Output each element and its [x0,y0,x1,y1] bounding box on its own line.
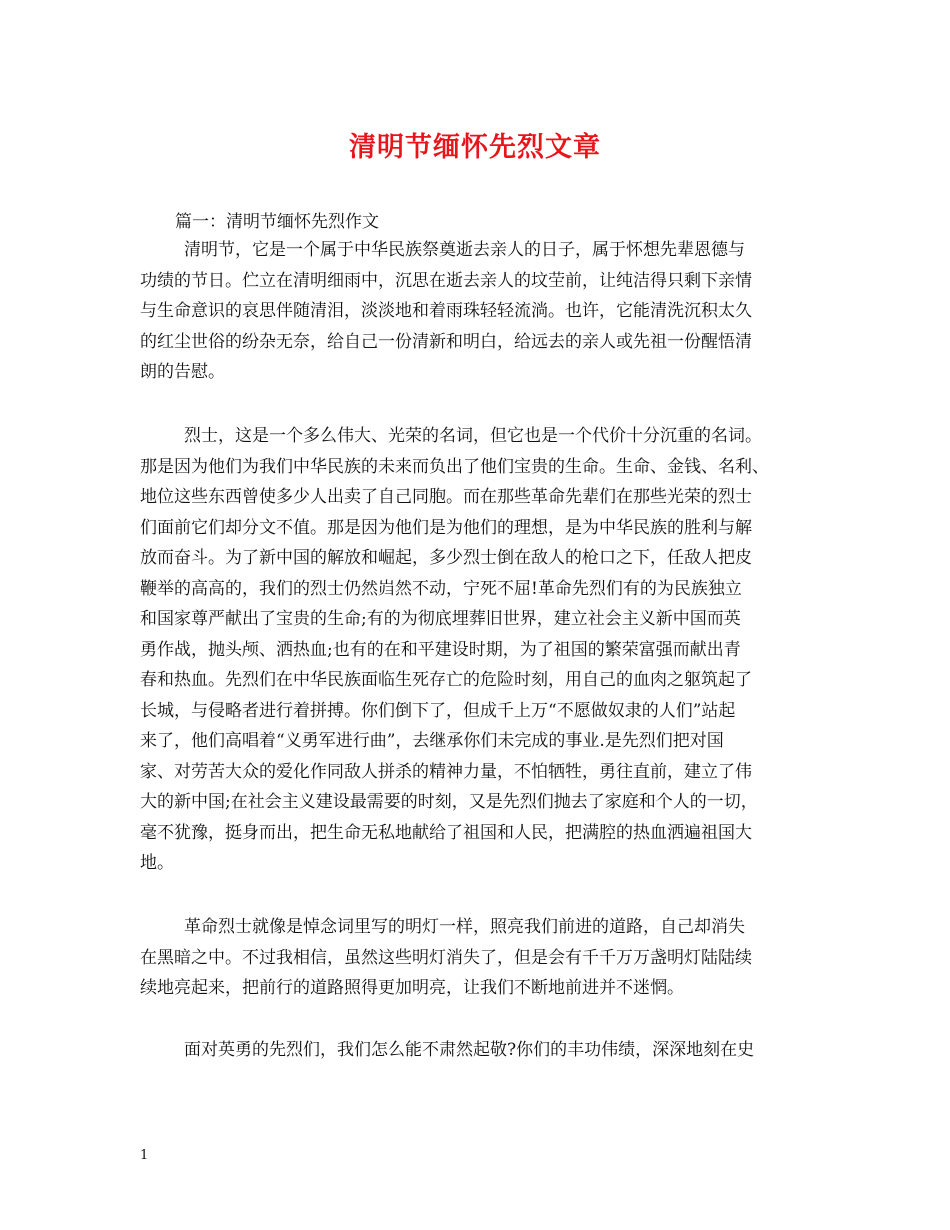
paragraph-line: 的红尘世俗的纷杂无奈，给自己一份清新和明白，给远去的亲人或先祖一份醒悟清 [140,331,752,352]
paragraph-2 [140,421,830,879]
paragraph-line: 大的新中国;在社会主义建设最需要的时刻，又是先烈们抛去了家庭和个人的一切， [140,792,758,812]
paragraph-line: 功绩的节日。伫立在清明细雨中，沉思在逝去亲人的坟茔前，让纯洁得只剩下亲情 [140,270,752,291]
paragraph-line: 革命烈士就像是悼念词里写的明灯一样，照亮我们前进的道路，自己却消失 [184,917,745,937]
paragraph-line: 续地亮起来，把前行的道路照得更加明亮，让我们不断地前进并不迷惘。 [140,978,684,998]
paragraph-line: 和国家尊严献出了宝贵的生命;有的为彻底埋葬旧世界，建立社会主义新中国而英 [140,609,741,629]
paragraph-line: 地。 [140,853,174,873]
document-title: 清明节缅怀先烈文章 [349,132,601,163]
paragraph-line: 在黑暗之中。不过我相信，虽然这些明灯消失了，但是会有千千万万盏明灯陆陆续 [140,947,752,968]
paragraph-line: 面对英勇的先烈们，我们怎么能不肃然起敬?你们的丰功伟绩，深深地刻在史 [184,1040,755,1060]
paragraph-line: 烈士，这是一个多么伟大、光荣的名词，但它也是一个代价十分沉重的名词。 [184,426,762,446]
paragraph-3 [140,912,830,1004]
paragraph-line: 家、对劳苦大众的爱化作同敌人拼杀的精神力量，不怕牺牲，勇往直前，建立了伟 [140,761,752,782]
section-heading: 篇一：清明节缅怀先烈作文 [175,212,379,232]
paragraph-line: 春和热血。先烈们在中华民族面临生死存亡的危险时刻，用自己的血肉之躯筑起了 [140,670,752,690]
paragraph-line: 勇作战，抛头颅、洒热血;也有的在和平建设时期，为了祖国的繁荣富强而献出青 [140,639,741,660]
paragraph-line: 鞭举的高高的，我们的烈士仍然岿然不动，宁死不屈!革命先烈们有的为民族独立 [140,578,742,599]
paragraph-line: 毫不犹豫，挺身而出，把生命无私地献给了祖国和人民，把满腔的热血洒遍祖国大 [140,822,752,843]
paragraph-line: 放而奋斗。为了新中国的解放和崛起，多少烈士倒在敌人的枪口之下，任敌人把皮 [140,548,752,568]
paragraph-line: 清明节，它是一个属于中华民族祭奠逝去亲人的日子，属于怀想先辈恩德与 [184,240,745,260]
paragraph-line: 与生命意识的哀思伴随清泪，淡淡地和着雨珠轻轻流淌。也许，它能清洗沉积太久 [140,301,752,321]
paragraph-4 [140,1035,830,1066]
paragraph-line: 那是因为他们为我们中华民族的未来而负出了他们宝贵的生命。生命、金钱、名利、 [140,456,769,477]
page-number: 1 [140,1148,149,1163]
paragraph-line: 长城，与侵略者进行着拼搏。你们倒下了，但成千上万“不愿做奴隶的人们”站起 [140,700,736,721]
paragraph-line: 朗的告慰。 [140,362,225,382]
paragraph-line: 来了，他们高唱着“义勇军进行曲”，去继承你们未完成的事业.是先烈们把对国 [140,731,724,751]
paragraph-line: 地位这些东西曾使多少人出卖了自己同胞。而在那些革命先辈们在那些光荣的烈士 [140,487,752,507]
paragraph-1 [140,235,830,388]
paragraph-line: 们面前它们却分文不值。那是因为他们是为他们的理想，是为中华民族的胜利与解 [140,517,752,538]
